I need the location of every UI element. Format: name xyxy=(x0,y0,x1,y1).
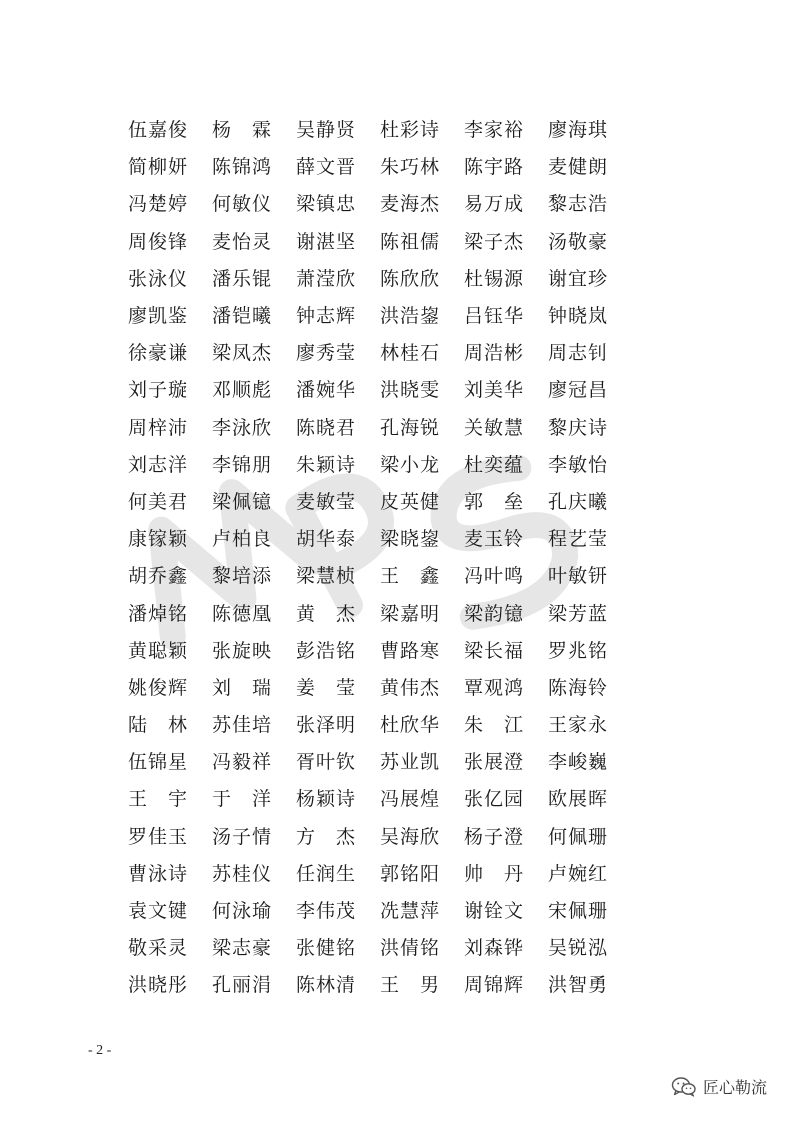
name-cell: 黄聪颖 xyxy=(128,639,189,662)
name-cell: 麦敏莹 xyxy=(296,490,357,513)
name-cell: 王 男 xyxy=(380,974,441,997)
name-cell: 麦怡灵 xyxy=(212,230,273,253)
name-cell: 梁子杰 xyxy=(464,230,525,253)
name-cell: 李泳欣 xyxy=(212,416,273,439)
name-cell: 欧展晖 xyxy=(548,788,609,811)
name-cell: 宋佩珊 xyxy=(548,900,609,923)
name-cell: 于 洋 xyxy=(212,788,273,811)
name-cell: 吴静贤 xyxy=(296,119,357,142)
name-cell: 冼慧萍 xyxy=(380,900,441,923)
name-cell: 罗佳玉 xyxy=(128,825,189,848)
name-cell: 洪智勇 xyxy=(548,974,609,997)
name-cell: 姚俊辉 xyxy=(128,676,189,699)
name-cell: 潘婉华 xyxy=(296,379,357,402)
name-cell: 张泳仪 xyxy=(128,267,189,290)
name-cell: 钟晓岚 xyxy=(548,305,609,328)
name-cell: 李敏怡 xyxy=(548,453,609,476)
name-cell: 王 宇 xyxy=(128,788,189,811)
brand-name: 匠心勒流 xyxy=(702,1078,767,1097)
name-cell: 李家裕 xyxy=(464,119,525,142)
name-cell: 梁芳蓝 xyxy=(548,602,609,625)
name-cell: 陈海铃 xyxy=(548,676,609,699)
name-cell: 孔海锐 xyxy=(380,416,441,439)
name-cell: 杜欣华 xyxy=(380,714,441,737)
name-cell: 方 杰 xyxy=(296,825,357,848)
name-cell: 康镓颖 xyxy=(128,528,189,551)
name-cell: 梁慧桢 xyxy=(296,565,357,588)
name-cell: 廖冠昌 xyxy=(548,379,609,402)
wechat-icon xyxy=(671,1076,697,1098)
name-cell: 廖凯鉴 xyxy=(128,305,189,328)
name-cell: 杜彩诗 xyxy=(380,119,441,142)
name-cell: 郭 垒 xyxy=(464,490,525,513)
name-cell: 陈欣欣 xyxy=(380,267,441,290)
name-cell: 谢铨文 xyxy=(464,900,525,923)
name-cell: 陈宇路 xyxy=(464,156,525,179)
name-cell: 曹路寒 xyxy=(380,639,441,662)
name-cell: 潘焯铭 xyxy=(128,602,189,625)
name-cell: 何泳瑜 xyxy=(212,900,273,923)
name-cell: 黎志浩 xyxy=(548,193,609,216)
name-cell: 伍锦星 xyxy=(128,751,189,774)
name-cell: 周浩彬 xyxy=(464,342,525,365)
name-cell: 简柳妍 xyxy=(128,156,189,179)
name-cell: 刘志洋 xyxy=(128,453,189,476)
name-cell: 冯毅祥 xyxy=(212,751,273,774)
name-cell: 周锦辉 xyxy=(464,974,525,997)
name-cell: 周梓沛 xyxy=(128,416,189,439)
name-cell: 王 鑫 xyxy=(380,565,441,588)
name-cell: 梁长福 xyxy=(464,639,525,662)
name-cell: 冯楚婷 xyxy=(128,193,189,216)
name-cell: 梁凤杰 xyxy=(212,342,273,365)
name-cell: 郭铭阳 xyxy=(380,862,441,885)
name-cell: 冯叶鸣 xyxy=(464,565,525,588)
name-cell: 徐豪谦 xyxy=(128,342,189,365)
name-cell: 陈晓君 xyxy=(296,416,357,439)
name-cell: 陈锦鸿 xyxy=(212,156,273,179)
name-cell: 王家永 xyxy=(548,714,609,737)
name-cell: 杜奕蕴 xyxy=(464,453,525,476)
name-cell: 皮英健 xyxy=(380,490,441,513)
name-cell: 洪浩鋆 xyxy=(380,305,441,328)
name-cell: 梁嘉明 xyxy=(380,602,441,625)
name-cell: 胥叶钦 xyxy=(296,751,357,774)
name-cell: 洪倩铭 xyxy=(380,937,441,960)
name-cell: 张泽明 xyxy=(296,714,357,737)
name-cell: 朱巧林 xyxy=(380,156,441,179)
name-cell: 廖海琪 xyxy=(548,119,609,142)
name-cell: 李伟茂 xyxy=(296,900,357,923)
name-cell: 吴海欣 xyxy=(380,825,441,848)
name-cell: 刘美华 xyxy=(464,379,525,402)
name-cell: 谢宜珍 xyxy=(548,267,609,290)
name-cell: 梁晓鋆 xyxy=(380,528,441,551)
name-cell: 任润生 xyxy=(296,862,357,885)
name-cell: 覃观鸿 xyxy=(464,676,525,699)
name-cell: 曹泳诗 xyxy=(128,862,189,885)
name-cell: 刘子璇 xyxy=(128,379,189,402)
name-cell: 张展澄 xyxy=(464,751,525,774)
name-cell: 杨子澄 xyxy=(464,825,525,848)
name-cell: 李锦朋 xyxy=(212,453,273,476)
name-cell: 麦健朗 xyxy=(548,156,609,179)
page-number: - 2 - xyxy=(88,1043,112,1058)
name-cell: 洪晓彤 xyxy=(128,974,189,997)
name-cell: 梁小龙 xyxy=(380,453,441,476)
name-cell: 张旋映 xyxy=(212,639,273,662)
name-cell: 杨颖诗 xyxy=(296,788,357,811)
name-cell: 汤敬豪 xyxy=(548,230,609,253)
name-cell: 罗兆铭 xyxy=(548,639,609,662)
name-cell: 洪晓雯 xyxy=(380,379,441,402)
name-cell: 刘森铧 xyxy=(464,937,525,960)
name-cell: 何敏仪 xyxy=(212,193,273,216)
name-cell: 陈德凰 xyxy=(212,602,273,625)
name-cell: 苏业凯 xyxy=(380,751,441,774)
name-cell: 黄 杰 xyxy=(296,602,357,625)
name-cell: 帅 丹 xyxy=(464,862,525,885)
name-cell: 梁镇忠 xyxy=(296,193,357,216)
name-cell: 梁佩镱 xyxy=(212,490,273,513)
name-cell: 卢婉红 xyxy=(548,862,609,885)
name-cell: 黄伟杰 xyxy=(380,676,441,699)
name-cell: 朱 江 xyxy=(464,714,525,737)
name-cell: 关敏慧 xyxy=(464,416,525,439)
name-cell: 廖秀莹 xyxy=(296,342,357,365)
name-cell: 黎培添 xyxy=(212,565,273,588)
name-cell: 何美君 xyxy=(128,490,189,513)
name-cell: 杨 霖 xyxy=(212,119,273,142)
name-cell: 林桂石 xyxy=(380,342,441,365)
name-cell: 萧滢欣 xyxy=(296,267,357,290)
name-cell: 吕钰华 xyxy=(464,305,525,328)
name-cell: 周俊锋 xyxy=(128,230,189,253)
name-cell: 汤子情 xyxy=(212,825,273,848)
name-cell: 苏佳培 xyxy=(212,714,273,737)
name-cell: 张健铭 xyxy=(296,937,357,960)
name-list xyxy=(128,112,628,1005)
name-cell: 陆 林 xyxy=(128,714,189,737)
name-cell: 袁文键 xyxy=(128,900,189,923)
name-cell: 黎庆诗 xyxy=(548,416,609,439)
name-cell: 周志钊 xyxy=(548,342,609,365)
name-cell: 朱颖诗 xyxy=(296,453,357,476)
name-cell: 彭浩铭 xyxy=(296,639,357,662)
name-cell: 潘乐锟 xyxy=(212,267,273,290)
name-cell: 叶敏钘 xyxy=(548,565,609,588)
name-cell: 吴锐泓 xyxy=(548,937,609,960)
name-cell: 卢柏良 xyxy=(212,528,273,551)
name-cell: 苏桂仪 xyxy=(212,862,273,885)
name-cell: 潘铠曦 xyxy=(212,305,273,328)
name-cell: 麦海杰 xyxy=(380,193,441,216)
name-cell: 刘 瑞 xyxy=(212,676,273,699)
name-cell: 孔丽涓 xyxy=(212,974,273,997)
name-cell: 姜 莹 xyxy=(296,676,357,699)
name-cell: 薛文晋 xyxy=(296,156,357,179)
name-cell: 张亿园 xyxy=(464,788,525,811)
name-cell: 孔庆曦 xyxy=(548,490,609,513)
name-cell: 胡乔鑫 xyxy=(128,565,189,588)
name-cell: 谢湛坚 xyxy=(296,230,357,253)
name-cell: 梁韵镱 xyxy=(464,602,525,625)
name-cell: 陈林清 xyxy=(296,974,357,997)
name-cell: 梁志豪 xyxy=(212,937,273,960)
name-cell: 冯展煌 xyxy=(380,788,441,811)
name-cell: 麦玉铃 xyxy=(464,528,525,551)
name-cell: 邓顺彪 xyxy=(212,379,273,402)
name-cell: 胡华泰 xyxy=(296,528,357,551)
name-cell: 何佩珊 xyxy=(548,825,609,848)
name-cell: 易万成 xyxy=(464,193,525,216)
name-cell: 程艺莹 xyxy=(548,528,609,551)
name-cell: 李峻巍 xyxy=(548,751,609,774)
brand-footer xyxy=(671,1075,767,1098)
name-cell: 杜锡源 xyxy=(464,267,525,290)
name-cell: 敬采灵 xyxy=(128,937,189,960)
name-cell: 伍嘉俊 xyxy=(128,119,189,142)
name-cell: 陈祖儒 xyxy=(380,230,441,253)
name-cell: 钟志辉 xyxy=(296,305,357,328)
